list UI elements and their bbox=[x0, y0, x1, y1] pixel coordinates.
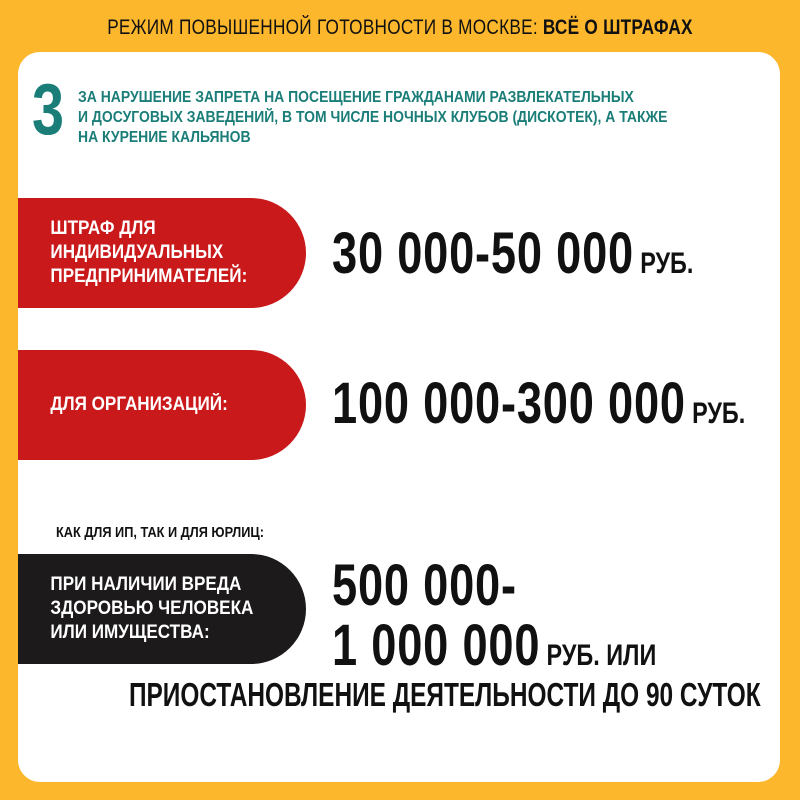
content-card bbox=[18, 52, 780, 782]
header-prefix: РЕЖИМ ПОВЫШЕННОЙ ГОТОВНОСТИ В МОСКВЕ: bbox=[107, 16, 538, 39]
fine-label-line: ЗДОРОВЬЮ ЧЕЛОВЕКА bbox=[50, 598, 254, 619]
amount-value: 1 000 000 bbox=[332, 613, 541, 678]
suspension-text: ПРИОСТАНОВЛЕНИЕ ДЕЯТЕЛЬНОСТИ ДО 90 СУТОК bbox=[128, 676, 761, 713]
description-line: НА КУРЕНИЕ КАЛЬЯНОВ bbox=[78, 129, 251, 146]
fine-label-line: ШТРАФ ДЛЯ bbox=[50, 218, 156, 239]
section-description bbox=[78, 88, 778, 148]
amount-currency: РУБ. bbox=[692, 397, 746, 430]
page-header bbox=[72, 10, 728, 46]
fine-label-pill-organizations bbox=[18, 350, 306, 460]
fine-label-pill-harm bbox=[18, 554, 306, 664]
common-note: КАК ДЛЯ ИП, ТАК И ДЛЯ ЮРЛИЦ: bbox=[56, 524, 264, 541]
suspension-alternative bbox=[18, 676, 780, 714]
fine-label-line: ИЛИ ИМУЩЕСТВА: bbox=[50, 622, 210, 643]
harm-amount-line1 bbox=[332, 552, 517, 619]
fine-amount-organizations bbox=[332, 370, 745, 437]
amount-currency: РУБ. bbox=[640, 247, 694, 280]
amount-value: 500 000- bbox=[332, 553, 517, 618]
fine-label-line: ПРЕДПРИНИМАТЕЛЕЙ: bbox=[50, 266, 248, 287]
amount-value: 100 000-300 000 bbox=[332, 371, 686, 436]
fine-label-line: ДЛЯ ОРГАНИЗАЦИЙ: bbox=[50, 394, 228, 415]
section-number: 3 bbox=[32, 70, 65, 150]
harm-amount-line2 bbox=[332, 612, 656, 679]
fine-amount-entrepreneurs bbox=[332, 220, 693, 287]
fine-label-line: ИНДИВИДУАЛЬНЫХ bbox=[50, 242, 224, 263]
amount-currency: РУБ. ИЛИ bbox=[546, 639, 657, 672]
description-line: ЗА НАРУШЕНИЕ ЗАПРЕТА НА ПОСЕЩЕНИЕ ГРАЖДАНАМИ РАЗВЛЕКАТЕЛЬНЫХ bbox=[78, 89, 634, 106]
amount-value: 30 000-50 000 bbox=[332, 221, 634, 286]
header-highlight: ВСЁ О ШТРАФАХ bbox=[542, 16, 693, 39]
fine-label-pill-entrepreneurs bbox=[18, 198, 306, 308]
fine-label-line: ПРИ НАЛИЧИИ ВРЕДА bbox=[50, 574, 242, 595]
description-line: И ДОСУГОВЫХ ЗАВЕДЕНИЙ, В ТОМ ЧИСЛЕ НОЧНЫХ КЛУБОВ (ДИСКОТЕК), А ТАКЖЕ bbox=[78, 109, 668, 126]
